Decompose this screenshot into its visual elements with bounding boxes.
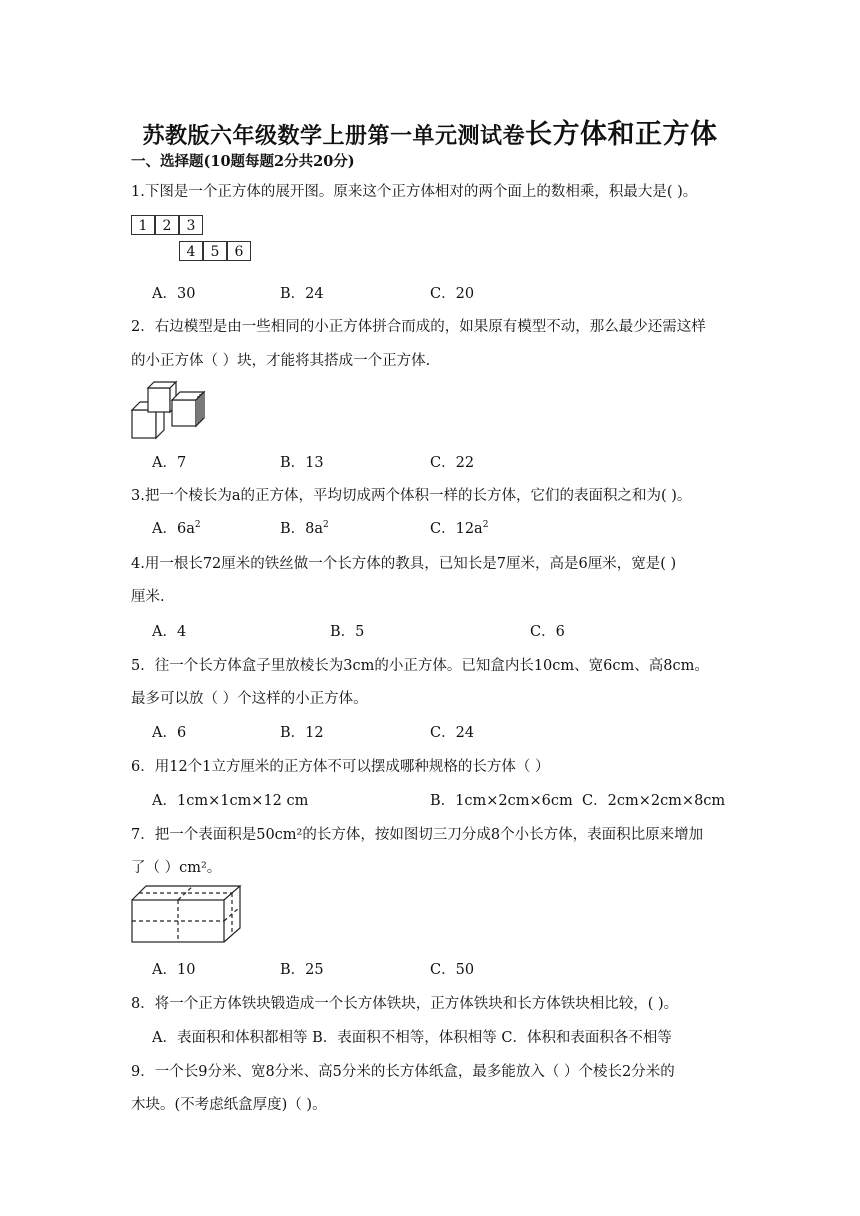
q6-option-c: C．2cm×2cm×8cm [582, 793, 726, 809]
question-1-text: 1.下图是一个正方体的展开图。原来这个正方体相对的两个面上的数相乘，积最大是( )。 [131, 184, 698, 200]
section-heading: 一、选择题(10题每题2分共20分) [131, 153, 355, 170]
net-cell-3: 3 [179, 215, 203, 235]
q3-option-c-exponent: 2 [482, 520, 489, 531]
q3-option-b-exponent: 2 [323, 520, 329, 531]
question-6-text: 6．用12个1立方厘米的正方体不可以摆成哪种规格的长方体（ ） [131, 759, 550, 775]
net-cell-2: 2 [155, 215, 179, 235]
cube-net-figure [131, 215, 261, 265]
net-cell-4: 4 [179, 241, 203, 261]
question-3-text: 3.把一个棱长为a的正方体，平均切成两个体积一样的长方体，它们的表面积之和为( )。 [131, 488, 692, 504]
question-5-line1: 5．往一个长方体盒子里放棱长为3cm的小正方体。已知盒内长10cm、宽6cm、高8cm。 [131, 658, 709, 674]
q3-option-c-label: C．12a [430, 521, 483, 537]
title-topic: 长方体和正方体 [525, 119, 718, 150]
net-cell-1: 1 [131, 215, 155, 235]
title-main: 苏教版六年级数学上册第一单元测试卷 [142, 123, 525, 149]
question-8-text: 8．将一个正方体铁块锻造成一个长方体铁块，正方体铁块和长方体铁块相比较，( )。 [131, 996, 679, 1012]
q1-option-c: C．20 [430, 286, 475, 302]
question-9-line1: 9．一个长9分米、宽8分米、高5分米的长方体纸盒，最多能放入（ ）个棱长2分米的 [131, 1064, 675, 1080]
q3-option-b [280, 517, 329, 538]
q4-option-c: C．6 [530, 624, 565, 640]
q6-option-a: A．1cm×1cm×12 cm [152, 793, 309, 809]
question-9-line2: 木块。(不考虑纸盒厚度)（ )。 [131, 1097, 327, 1113]
q3-option-c [430, 517, 488, 538]
q3-option-a-label: A．6a [152, 521, 195, 537]
question-5-line2: 最多可以放（ ）个这样的小正方体。 [131, 691, 368, 707]
q2-option-a: A．7 [152, 455, 187, 471]
q2-option-b: B．13 [280, 455, 324, 471]
q7-option-b: B．25 [280, 962, 324, 978]
question-7-line1: 7．把一个表面积是50cm²的长方体，按如图切三刀分成8个小长方体，表面积比原来增加 [131, 827, 704, 843]
net-cell-5: 5 [203, 241, 227, 261]
q7-option-a: A．10 [152, 962, 196, 978]
q5-option-b: B．12 [280, 725, 324, 741]
q3-option-a-exponent: 2 [194, 520, 201, 531]
cuboid-cut-figure [130, 884, 244, 946]
cube-model-figure [130, 380, 206, 442]
page-title [0, 112, 860, 151]
net-cell-6: 6 [227, 241, 251, 261]
question-2-line2: 的小正方体（ ）块，才能将其搭成一个正方体. [131, 353, 431, 369]
question-4-line1: 4.用一根长72厘米的铁丝做一个长方体的教具，已知长是7厘米，高是6厘米，宽是( ) [131, 556, 677, 572]
question-4-line2: 厘米. [131, 589, 165, 605]
q8-options: A．表面积和体积都相等 B．表面积不相等，体积相等 C．体积和表面积各不相等 [152, 1030, 672, 1046]
q1-option-a: A．30 [152, 286, 196, 302]
question-7-line2: 了（ ）cm²。 [131, 860, 222, 876]
q5-option-a: A．6 [152, 725, 187, 741]
q1-option-b: B．24 [280, 286, 324, 302]
q3-option-a [152, 517, 201, 538]
question-2-line1: 2．右边模型是由一些相同的小正方体拼合而成的，如果原有模型不动，那么最少还需这样 [131, 319, 706, 335]
q2-option-c: C．22 [430, 455, 475, 471]
q7-option-c: C．50 [430, 962, 475, 978]
q4-option-a: A．4 [152, 624, 187, 640]
q5-option-c: C．24 [430, 725, 475, 741]
q6-option-b: B．1cm×2cm×6cm [430, 793, 573, 809]
q4-option-b: B．5 [330, 624, 365, 640]
q3-option-b-label: B．8a [280, 521, 324, 537]
